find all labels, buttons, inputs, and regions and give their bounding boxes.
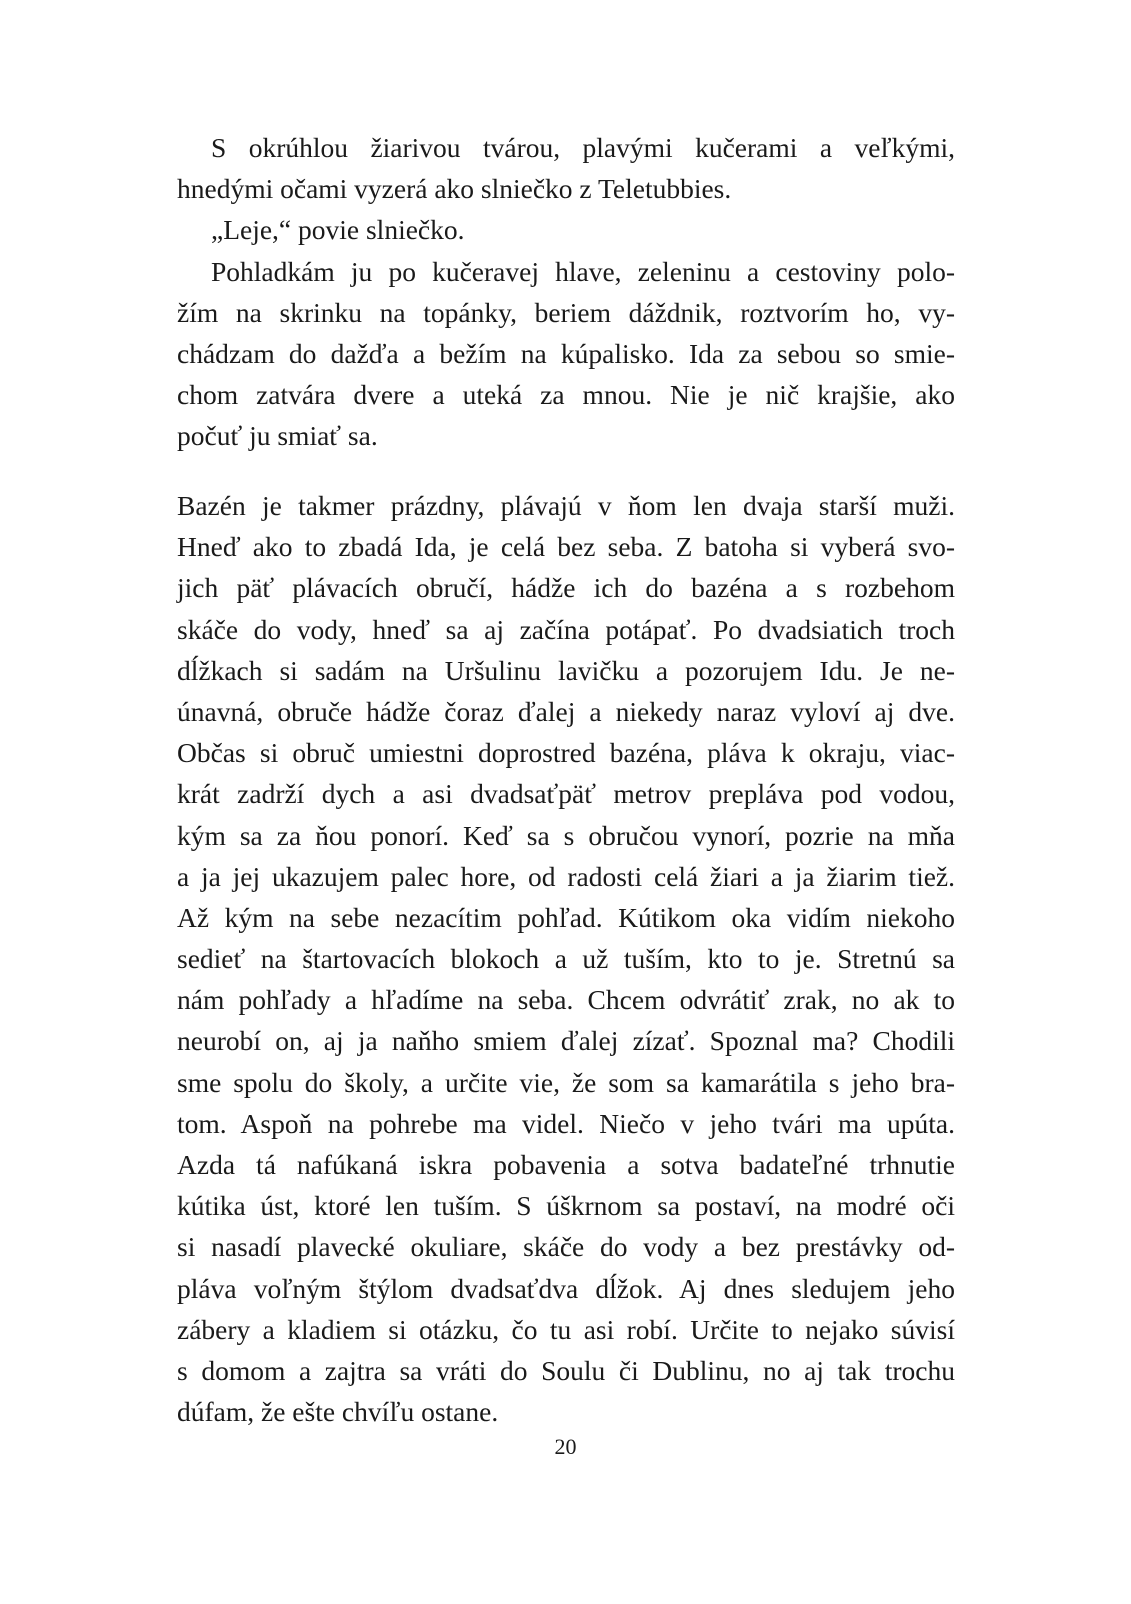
text-line: kým sa za ňou ponorí. Keď sa s obručou vynorí, pozrie na mňa [177,819,955,851]
text-line: chom zatvára dvere a uteká za mnou. Nie je nič krajšie, ako [177,379,955,411]
text-line: s domom a zajtra sa vráti do Soulu či Dublinu, no aj tak trochu [177,1354,955,1386]
text-line: Azda tá nafúkaná iskra pobavenia a sotva badateľné trhnutie [177,1149,955,1180]
page-number: 20 [554,1434,577,1459]
text-line: počuť ju smiať sa. [177,420,378,452]
paragraph-block-1 [177,127,955,457]
text-line: S okrúhlou žiarivou tvárou, plavými kučerami a veľkými, [211,132,955,163]
text-line: Pohladkám ju po kučeravej hlave, zeleninu a cestoviny polo- [211,255,955,287]
text-line: hnedými očami vyzerá ako slniečko z Teletubbies. [177,173,732,205]
text-line: Bazén je takmer prázdny, plávajú v ňom len dvaja starší muži. [177,490,955,521]
text-line: sedieť na štartovacích blokoch a už tuším, kto to je. Stretnú sa [177,943,955,975]
text-line: „Leje,“ povie slniečko. [211,214,465,246]
text-line: chádzam do dažďa a bežím na kúpalisko. Ida za sebou so smie- [177,337,955,369]
text-line: pláva voľným štýlom dvadsaťdva dĺžok. Aj dnes sledujem jeho [177,1272,955,1304]
text-line: si nasadí plavecké okuliare, skáče do vody a bez prestávky od- [177,1231,955,1263]
text-line: únavná, obruče hádže čoraz ďalej a niekedy naraz vyloví aj dve. [177,695,955,727]
text-line: dúfam, že ešte chvíľu ostane. [177,1396,499,1428]
text-line: sme spolu do školy, a určite vie, že som sa kamarátila s jeho bra- [177,1066,955,1098]
text-line: žím na skrinku na topánky, beriem dáždnik, roztvorím ho, vy- [177,296,955,328]
text-line: a ja jej ukazujem palec hore, od radosti celá žiari a ja žiarim tiež. [177,860,955,892]
text-line: Hneď ako to zbadá Ida, je celá bez seba. Z batoha si vyberá svo- [177,531,955,563]
paragraph-block-2 [177,485,955,1432]
text-line: Až kým na sebe nezacítim pohľad. Kútikom oka vidím niekoho [177,901,955,933]
text-line: nám pohľady a hľadíme na seba. Chcem odvrátiť zrak, no ak to [177,984,955,1016]
text-line: Občas si obruč umiestni doprostred bazéna, pláva k okraju, viac- [177,737,955,769]
text-line: neurobí on, aj ja naňho smiem ďalej zízať. Spoznal ma? Chodili [177,1025,955,1057]
text-line: dĺžkach si sadám na Uršulinu lavičku a pozorujem Idu. Je ne- [177,654,955,686]
text-line: skáče do vody, hneď sa aj začína potápať. Po dvadsiatich troch [177,613,955,645]
text-line: kútika úst, ktoré len tuším. S úškrnom sa postaví, na modré oči [177,1190,955,1222]
text-line: krát zadrží dych a asi dvadsaťpäť metrov prepláva pod vodou, [177,778,955,810]
text-line: zábery a kladiem si otázku, čo tu asi robí. Určite to nejako súvisí [177,1313,955,1345]
text-line: tom. Aspoň na pohrebe ma videl. Niečo v jeho tvári ma upúta. [177,1107,955,1139]
text-line: jich päť plávacích obručí, hádže ich do bazéna a s rozbehom [177,572,955,604]
